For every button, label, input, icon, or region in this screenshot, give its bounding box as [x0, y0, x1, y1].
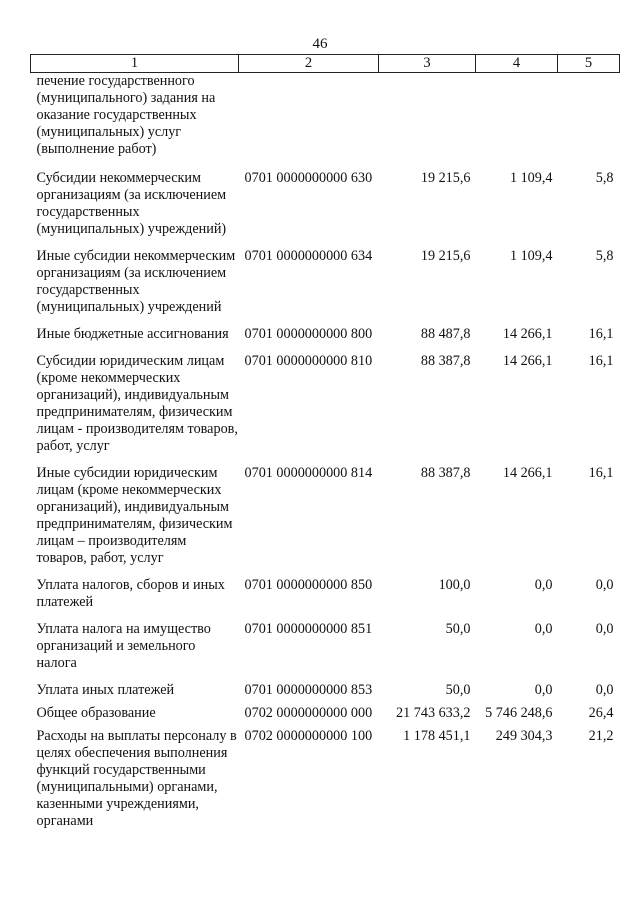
row-code: 0701 0000000000 850: [244, 577, 373, 593]
row-name: печение государственного (муниципального) задания на оказание государственных (муниципальных) услуг (выполнение работ): [36, 73, 216, 157]
row-value-3: 88 487,8: [420, 326, 471, 342]
row-value-4: 5 746 248,6: [485, 705, 553, 721]
column-header-3: 3: [379, 55, 476, 73]
table-row: [31, 577, 620, 621]
row-value-5: 0,0: [595, 621, 614, 637]
row-name: Субсидии некоммерческим организациям (за исключением государственных (муниципальных) учреждений): [36, 170, 227, 237]
table-row: [31, 728, 620, 840]
row-value-4: 1 109,4: [509, 170, 553, 186]
row-name: Уплата налога на имущество организаций и земельного налога: [36, 621, 211, 671]
row-value-3: 50,0: [445, 621, 471, 637]
row-value-3: 88 387,8: [420, 353, 471, 369]
row-value-5: 26,4: [588, 705, 614, 721]
row-name: Иные субсидии некоммерческим организациям (за исключением государственных (муниципальных) учреждений: [36, 248, 236, 315]
row-code: 0701 0000000000 814: [244, 465, 373, 481]
column-header-4: 4: [476, 55, 558, 73]
row-value-5: 5,8: [595, 248, 614, 264]
row-value-3: 19 215,6: [420, 170, 471, 186]
row-value-4: 0,0: [534, 682, 553, 698]
header-row: [31, 55, 620, 73]
row-value-5: [558, 73, 620, 171]
row-code: 0701 0000000000 853: [244, 682, 373, 698]
row-code: 0701 0000000000 634: [244, 248, 373, 264]
page-number: 46: [312, 36, 328, 52]
row-value-3: 50,0: [445, 682, 471, 698]
row-code: 0702 0000000000 100: [244, 728, 373, 744]
row-value-5: 16,1: [588, 465, 614, 481]
row-value-5: 16,1: [588, 326, 614, 342]
row-value-3: [379, 73, 476, 171]
table-row: [31, 248, 620, 326]
column-header-1: 1: [31, 55, 239, 73]
row-value-5: 16,1: [588, 353, 614, 369]
row-value-3: 88 387,8: [420, 465, 471, 481]
table-row: [31, 326, 620, 353]
row-name: Расходы на выплаты персоналу в целях обеспечения выполнения функций государственными (муниципальными) органами, казенными учреждениями, органами: [36, 728, 237, 829]
row-code: 0701 0000000000 851: [244, 621, 373, 637]
row-value-4: 0,0: [534, 621, 553, 637]
row-name: Иные субсидии юридическим лицам (кроме некоммерческих организаций), индивидуальным предпринимателям, физическим лицам – производителям товаров, работ, услуг: [36, 465, 233, 566]
row-name: Иные бюджетные ассигнования: [36, 326, 229, 342]
row-value-4: 249 304,3: [495, 728, 553, 744]
row-name: Уплата иных платежей: [36, 682, 175, 698]
row-value-4: 14 266,1: [502, 353, 553, 369]
row-code: 0701 0000000000 810: [244, 353, 373, 369]
row-value-3: 21 743 633,2: [396, 705, 471, 721]
row-value-3: 100,0: [438, 577, 471, 593]
column-header-5: 5: [558, 55, 620, 73]
table-row: [31, 682, 620, 705]
row-name: Общее образование: [36, 705, 156, 721]
table-row: [31, 705, 620, 728]
table-row: [31, 170, 620, 248]
row-value-3: 19 215,6: [420, 248, 471, 264]
row-value-4: 0,0: [534, 577, 553, 593]
table-row: [31, 73, 620, 171]
table-row: [31, 621, 620, 682]
row-value-3: 1 178 451,1: [403, 728, 471, 744]
row-value-4: 1 109,4: [509, 248, 553, 264]
table-row: [31, 353, 620, 465]
row-code: 0701 0000000000 630: [244, 170, 373, 186]
row-name: Уплата налогов, сборов и иных платежей: [36, 577, 225, 610]
row-value-4: [476, 73, 558, 171]
column-header-2: 2: [239, 55, 379, 73]
table-row: [31, 465, 620, 577]
row-code: 0701 0000000000 800: [244, 326, 373, 342]
row-name: Субсидии юридическим лицам (кроме некоммерческих организаций), индивидуальным предпринимателям, физическим лицам - производителям товаров, работ, услуг: [36, 353, 238, 454]
row-code: [239, 73, 379, 171]
row-value-4: 14 266,1: [502, 326, 553, 342]
row-value-5: 0,0: [595, 577, 614, 593]
row-value-5: 5,8: [595, 170, 614, 186]
budget-table: [30, 54, 620, 840]
row-value-5: 0,0: [595, 682, 614, 698]
row-code: 0702 0000000000 000: [244, 705, 373, 721]
row-value-5: 21,2: [588, 728, 614, 744]
row-value-4: 14 266,1: [502, 465, 553, 481]
